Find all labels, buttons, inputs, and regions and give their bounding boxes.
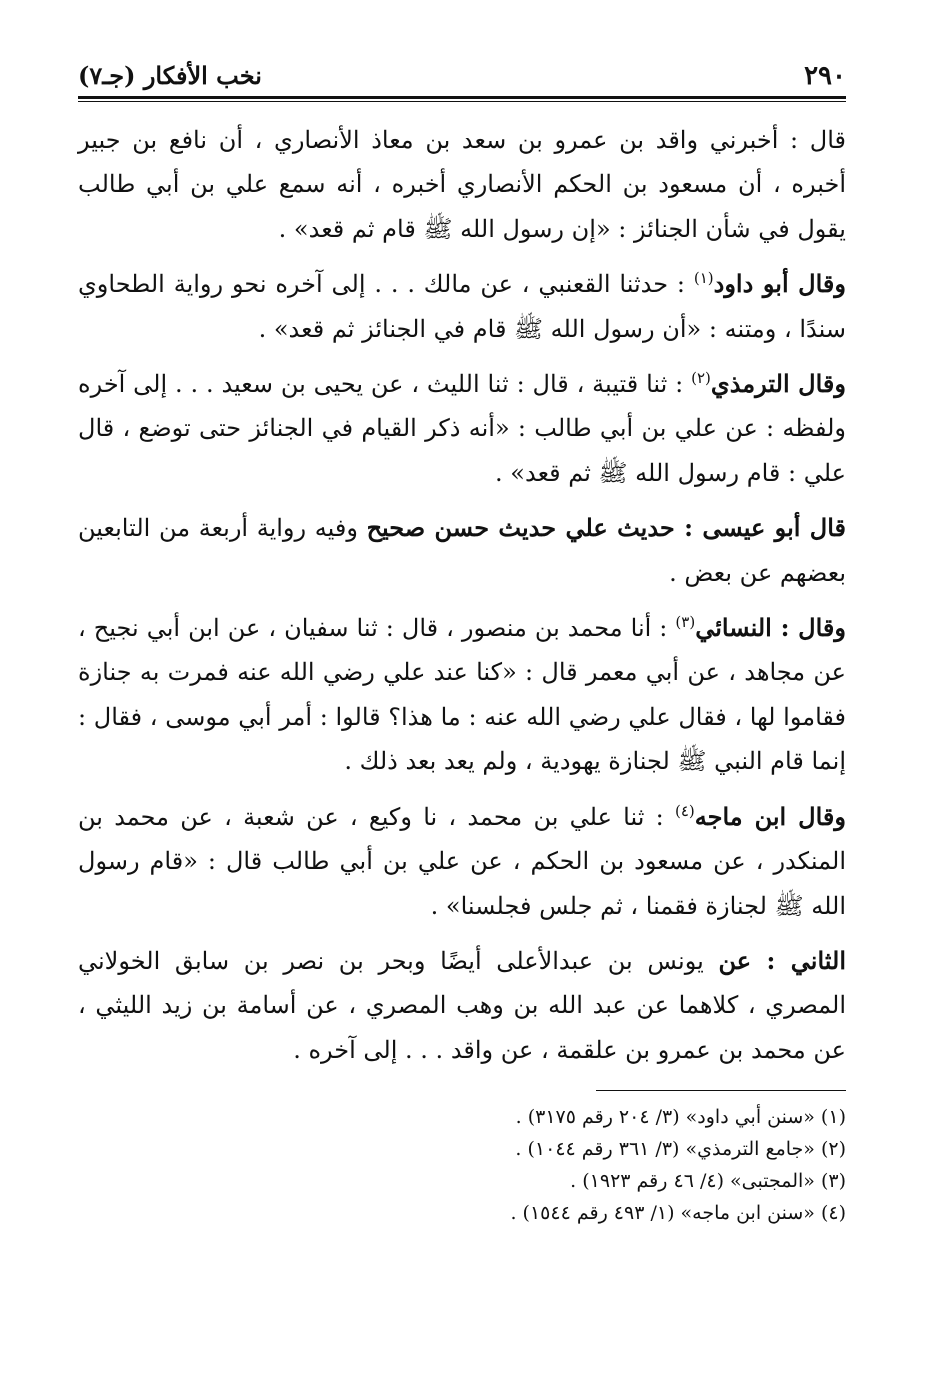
paragraph-text: وفيه رواية أربعة من التابعين بعضهم عن بعض .	[78, 514, 846, 587]
paragraph-1: قال : أخبرني واقد بن عمرو بن سعد بن معاذ الأنصاري ، أن نافع بن جبير أخبره ، أن مسعود بن الحكم الأنصاري أخبره ، أنه سمع علي بن أبي طالب يقول في شأن الجنائز : «إن رسول الله ﷺ قام ثم قعد» .	[78, 126, 846, 243]
page-number: ٢٩٠	[804, 61, 846, 91]
footnote-ref[interactable]: (٣)	[675, 613, 696, 632]
paragraph-lead: وقال أبو داود	[713, 269, 846, 299]
footnote-4: (٤) «سنن ابن ماجه» (١/ ٤٩٣ رقم ١٥٤٤) .	[510, 1202, 846, 1225]
paragraph-lead: وقال : النسائي	[695, 613, 846, 643]
footnotes	[78, 1101, 846, 1229]
paragraph-text: : ثنا قتيبة ، قال : ثنا الليث ، عن يحيى بن سعيد . . . إلى آخره ولفظه : عن علي بن أبي طالب : «أنه ذكر القيام في الجنائز حتى توضع ، قال علي : قام رسول الله ﷺ ثم قعد» .	[78, 370, 846, 487]
footnote-ref[interactable]: (٤)	[674, 801, 695, 820]
header-divider	[78, 96, 846, 102]
main-text	[78, 118, 846, 1072]
footnote-divider	[596, 1090, 846, 1091]
paragraph-5	[78, 606, 846, 784]
paragraph-lead: وقال ابن ماجه	[694, 801, 846, 831]
paragraph-3	[78, 362, 846, 495]
paragraph-lead: قال أبو عيسى : حديث علي حديث حسن صحيح	[366, 513, 846, 543]
paragraph-text: : حدثنا القعنبي ، عن مالك . . . إلى آخره نحو رواية الطحاوي سندًا ، ومتنه : «أن رسول الله ﷺ قام في الجنائز ثم قعد» .	[78, 270, 846, 343]
book-page	[78, 52, 846, 1352]
paragraph-2	[78, 262, 846, 351]
paragraph-text: : أنا محمد بن منصور ، قال : ثنا سفيان ، عن ابن أبي نجيح ، عن مجاهد ، عن أبي معمر قال : «كنا عند علي رضي الله عنه فمرت به جنازة فقاموا لها ، فقال علي رضي الله عنه : ما هذا؟ قالوا : أمر أبي موسى ، فقال : إنما قام النبي ﷺ لجنازة يهودية ، ولم يعد بعد ذلك .	[78, 614, 846, 776]
paragraph-4	[78, 506, 846, 595]
paragraph-text: يونس بن عبدالأعلى أيضًا وبحر بن نصر بن سابق الخولاني المصري ، كلاهما عن عبد الله بن وهب المصري ، عن أسامة بن زيد الليثي ، عن محمد بن عمرو بن علقمة ، عن واقد . . . إلى آخره .	[78, 946, 846, 1064]
paragraph-7	[78, 939, 846, 1072]
paragraph-text: : ثنا علي بن محمد ، نا وكيع ، عن شعبة ، عن محمد بن المنكدر ، عن مسعود بن الحكم ، عن علي بن أبي طالب قال : «قام رسول الله ﷺ لجنازة فقمنا ، ثم جلس فجلسنا» .	[78, 802, 846, 920]
book-title: نخب الأفكار (جـ٧)	[78, 61, 262, 90]
paragraph-lead: وقال الترمذي	[710, 369, 846, 399]
footnote-2: (٢) «جامع الترمذي» (٣/ ٣٦١ رقم ١٠٤٤) .	[515, 1138, 846, 1161]
running-head	[78, 52, 846, 92]
footnote-1: (١) «سنن أبي داود» (٣/ ٢٠٤ رقم ٣١٧٥) .	[515, 1106, 846, 1129]
paragraph-lead: الثاني : عن	[718, 945, 846, 975]
paragraph-6	[78, 795, 846, 928]
footnote-3: (٣) «المجتبى» (٤/ ٤٦ رقم ١٩٢٣) .	[570, 1170, 846, 1193]
footnote-ref[interactable]: (١)	[693, 269, 714, 288]
footnote-ref[interactable]: (٢)	[691, 369, 711, 388]
